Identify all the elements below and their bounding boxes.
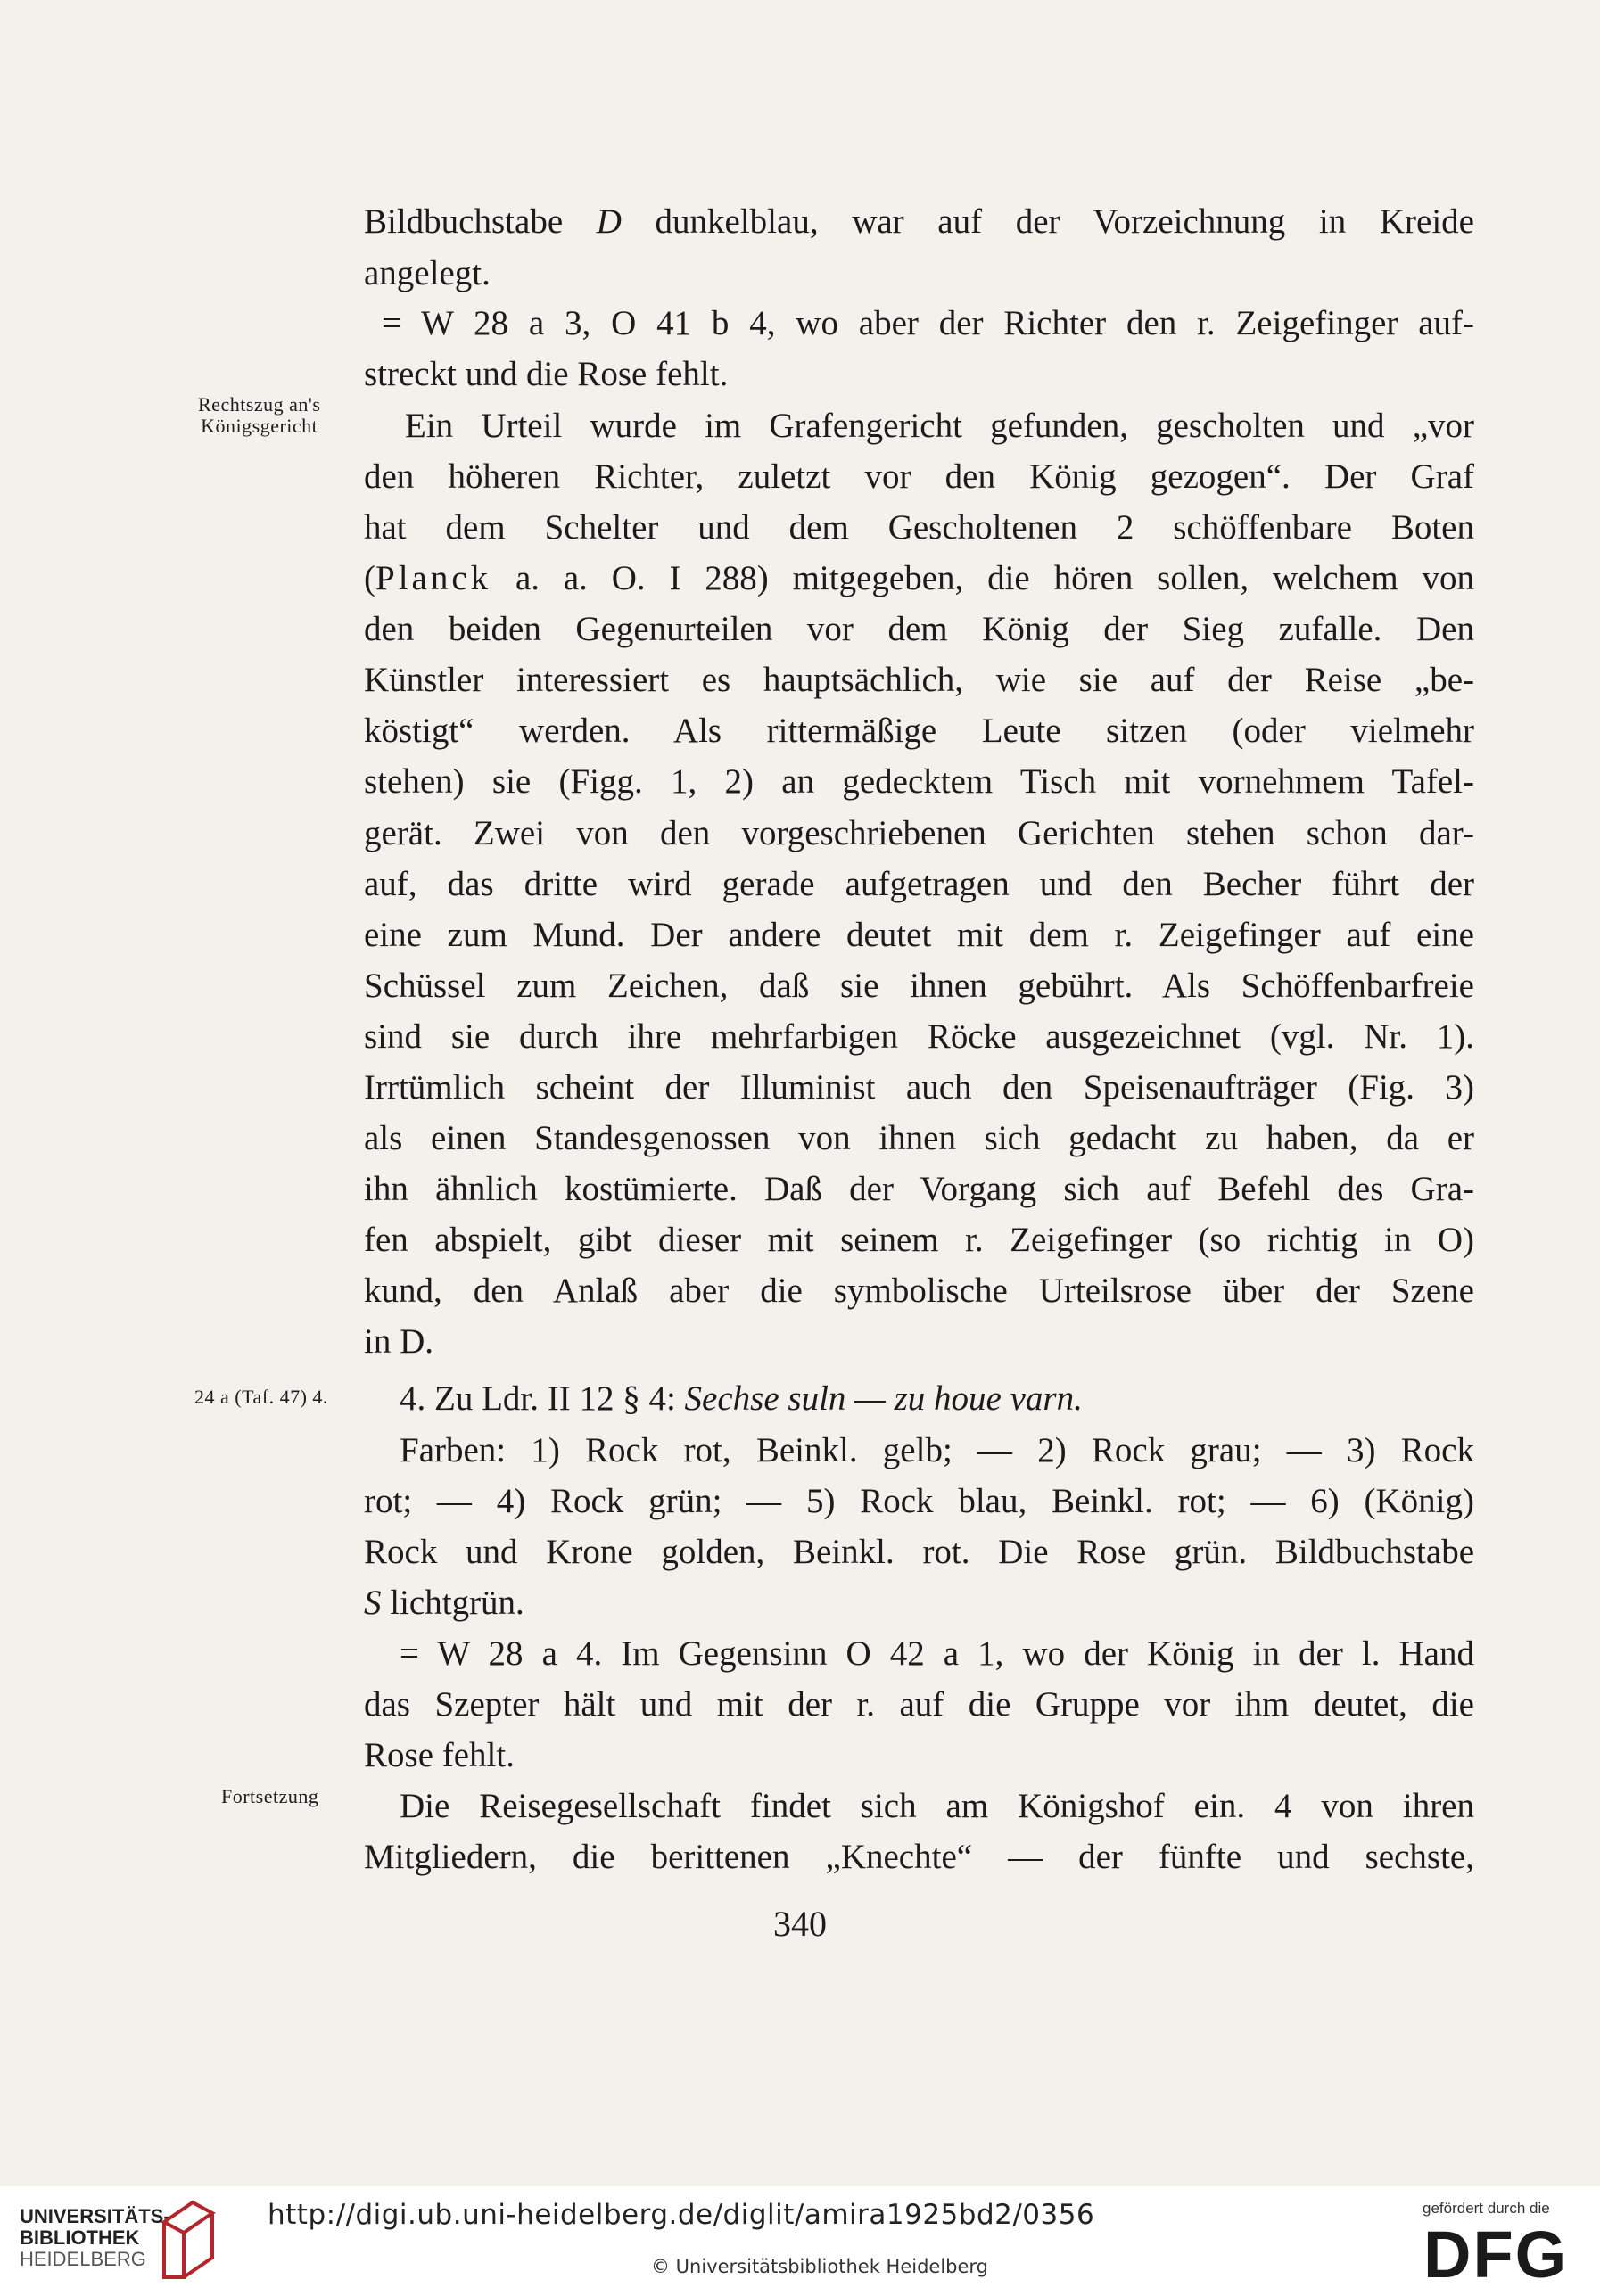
- text-line: Bildbuchstabe D dunkelblau, war auf der Vorzeichnung in Kreide: [364, 202, 1474, 241]
- text-line: angelegt.: [364, 254, 491, 292]
- text-line: Mitgliedern, die berittenen „Knechte“ — der fünfte und sechste,: [364, 1838, 1474, 1876]
- page-number: 340: [773, 1904, 827, 1944]
- text-line: Die Reisegesellschaft findet sich am Königshof ein. 4 von ihren: [400, 1787, 1474, 1825]
- text-line: stehen) sie (Figg. 1, 2) an gedecktem Tisch mit vornehmem Tafel-: [364, 762, 1474, 801]
- margin-note-rechtszug: Rechtszug an's Königsgericht: [198, 393, 321, 437]
- text-line: den höheren Richter, zuletzt vor den König gezogen“. Der Graf: [364, 457, 1474, 496]
- text-line: in D.: [364, 1322, 433, 1361]
- text-line: ihn ähnlich kostümierte. Daß der Vorgang sich auf Befehl des Gra-: [364, 1170, 1474, 1208]
- text-line: gerät. Zwei von den vorgeschriebenen Gerichten stehen schon dar-: [364, 814, 1474, 852]
- library-logo-icon: [157, 2195, 219, 2284]
- text-line: Rose fehlt.: [364, 1736, 515, 1774]
- text-line: Farben: 1) Rock rot, Beinkl. gelb; — 2) Rock grau; — 3) Rock: [400, 1431, 1474, 1469]
- text-line: = W 28 a 3, O 41 b 4, wo aber der Richter den r. Zeigefinger auf-: [382, 304, 1474, 342]
- text-line: Irrtümlich scheint der Illuminist auch den Speisenaufträger (Fig. 3): [364, 1068, 1474, 1107]
- text-line: das Szepter hält und mit der r. auf die Gruppe vor ihm deutet, die: [364, 1685, 1474, 1724]
- source-url[interactable]: http://digi.ub.uni-heidelberg.de/diglit/amira1925bd2/0356: [268, 2199, 1095, 2231]
- text-line: eine zum Mund. Der andere deutet mit dem r. Zeigefinger auf eine: [364, 916, 1474, 954]
- text-line: Ein Urteil wurde im Grafengericht gefunden, gescholten und „vor: [405, 407, 1474, 445]
- text-line: als einen Standesgenossen von ihnen sich gedacht zu haben, da er: [364, 1119, 1474, 1157]
- text-line: köstigt“ werden. Als rittermäßige Leute sitzen (oder vielmehr: [364, 712, 1474, 750]
- text-line: kund, den Anlaß aber die symbolische Urteilsrose über der Szene: [364, 1271, 1474, 1310]
- library-name: UNIVERSITÄTS- BIBLIOTHEK HEIDELBERG: [20, 2205, 170, 2270]
- copyright-notice: © Universitätsbibliothek Heidelberg: [651, 2256, 989, 2277]
- text-line: auf, das dritte wird gerade aufgetragen und den Becher führt der: [364, 865, 1474, 903]
- text-line: streckt und die Rose fehlt.: [364, 355, 729, 393]
- margin-note-reference: 24 a (Taf. 47) 4.: [194, 1386, 328, 1408]
- text-line: Schüssel zum Zeichen, daß sie ihnen gebührt. Als Schöffenbarfreie: [364, 967, 1474, 1005]
- text-line: Künstler interessiert es hauptsächlich, wie sie auf der Reise „be-: [364, 661, 1474, 699]
- margin-note-fortsetzung: Fortsetzung: [221, 1785, 319, 1807]
- text-line: den beiden Gegenurteilen vor dem König der Sieg zufalle. Den: [364, 610, 1474, 648]
- text-line: rot; — 4) Rock grün; — 5) Rock blau, Beinkl. rot; — 6) (König): [364, 1482, 1474, 1520]
- funding-note: gefördert durch die: [1423, 2200, 1550, 2217]
- text-line: fen abspielt, gibt dieser mit seinem r. Zeigefinger (so richtig in O): [364, 1221, 1474, 1259]
- text-line: = W 28 a 4. Im Gegensinn O 42 a 1, wo der König in der l. Hand: [400, 1634, 1474, 1673]
- text-line: sind sie durch ihre mehrfarbigen Röcke ausgezeichnet (vgl. Nr. 1).: [364, 1017, 1474, 1056]
- text-line: (Planck a. a. O. I 288) mitgegeben, die hören sollen, welchem von: [364, 559, 1474, 597]
- text-line: S lichtgrün.: [364, 1584, 524, 1622]
- text-line: hat dem Schelter und dem Gescholtenen 2 schöffenbare Boten: [364, 508, 1474, 547]
- text-line: 4. Zu Ldr. II 12 § 4: Sechse suln — zu houe varn.: [400, 1379, 1083, 1418]
- dfg-logo: DFG: [1423, 2218, 1569, 2292]
- text-line: Rock und Krone golden, Beinkl. rot. Die Rose grün. Bildbuchstabe: [364, 1533, 1474, 1571]
